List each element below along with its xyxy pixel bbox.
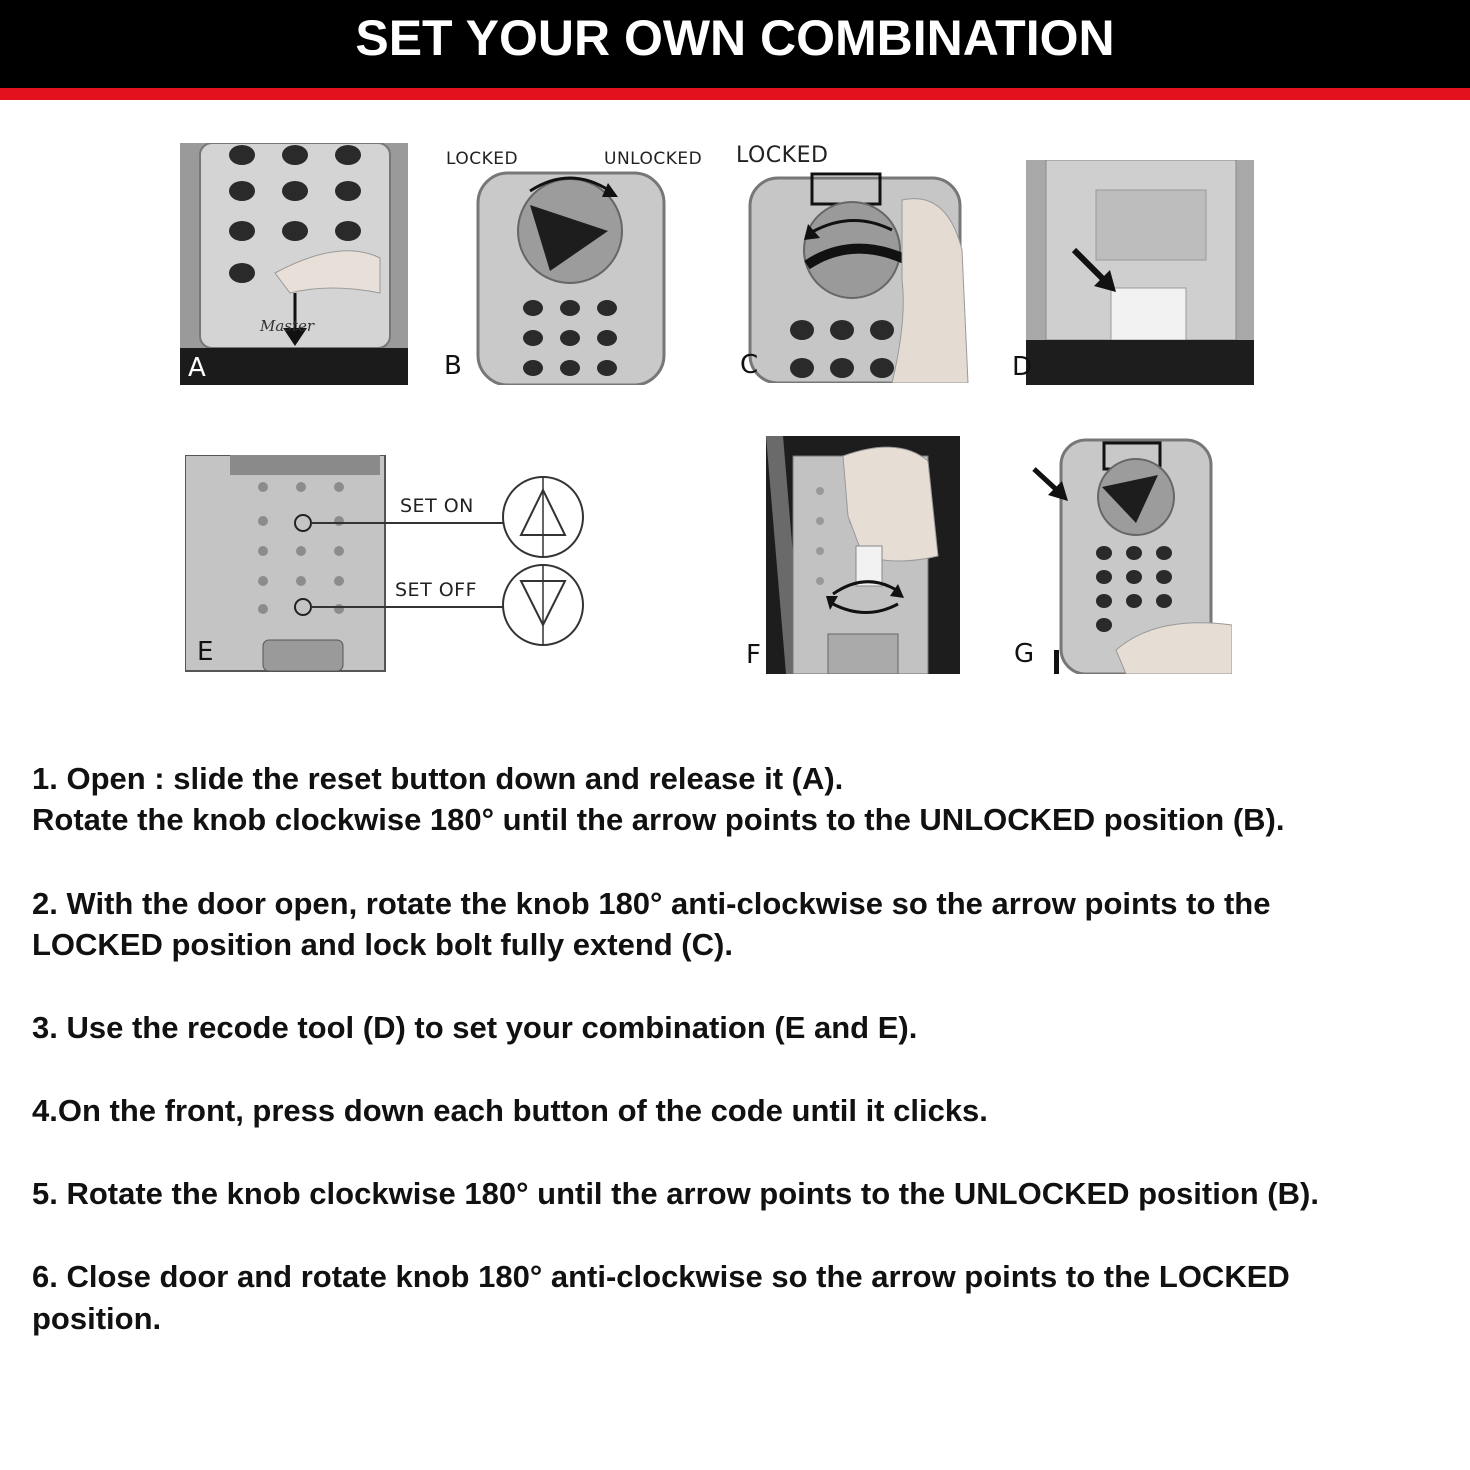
- set-switches-illustration: [185, 455, 590, 673]
- step-1-line-1: 1. Open : slide the reset button down and release it (A).: [32, 761, 844, 796]
- figure-label: D: [1012, 352, 1033, 382]
- page-title: SET YOUR OWN COMBINATION: [355, 10, 1115, 66]
- accent-rule: [0, 88, 1470, 100]
- set-switch-rotate-illustration: [738, 436, 960, 674]
- step-4: 4.On the front, press down each button of the code until it clicks.: [32, 1093, 988, 1128]
- title-banner: [0, 0, 1470, 88]
- recode-tool-illustration: [1006, 160, 1274, 385]
- step-6-line-1: 6. Close door and rotate knob 180° anti-clockwise so the arrow points to the LOCKED: [32, 1259, 1290, 1294]
- figure-label: F: [746, 640, 761, 670]
- locked-callout: LOCKED: [446, 149, 519, 169]
- unlocked-callout: UNLOCKED: [604, 149, 702, 169]
- figure-label: C: [740, 350, 759, 380]
- locked-callout: LOCKED: [736, 143, 829, 168]
- knob-locked-illustration: [732, 140, 976, 383]
- set-on-callout: SET ON: [400, 495, 474, 517]
- step-6-line-2: position.: [32, 1301, 162, 1336]
- step-1-line-2: Rotate the knob clockwise 180° until the arrow points to the UNLOCKED position (B).: [32, 802, 1285, 837]
- figure-label: A: [188, 353, 206, 383]
- figure-d: [1006, 160, 1274, 385]
- figure-label: G: [1014, 639, 1035, 669]
- enter-code-illustration: [1006, 435, 1232, 674]
- figure-b: [440, 143, 702, 385]
- figure-f: [738, 436, 960, 674]
- figure-label: B: [444, 351, 462, 381]
- keypad-reset-illustration: [180, 143, 408, 385]
- set-off-callout: SET OFF: [395, 579, 478, 601]
- figure-a: [180, 143, 408, 385]
- step-2-line-2: LOCKED position and lock bolt fully extend (C).: [32, 927, 733, 962]
- step-2-line-1: 2. With the door open, rotate the knob 180° anti-clockwise so the arrow points to the: [32, 886, 1271, 921]
- figure-e: [185, 455, 590, 673]
- step-3: 3. Use the recode tool (D) to set your combination (E and E).: [32, 1010, 918, 1045]
- figure-c: [732, 140, 976, 383]
- step-5: 5. Rotate the knob clockwise 180° until the arrow points to the UNLOCKED position (B).: [32, 1176, 1319, 1211]
- figure-g: [1006, 435, 1232, 674]
- knob-unlocked-illustration: [440, 143, 702, 385]
- svg-text:Master: Master: [260, 317, 315, 335]
- figure-label: E: [197, 637, 214, 667]
